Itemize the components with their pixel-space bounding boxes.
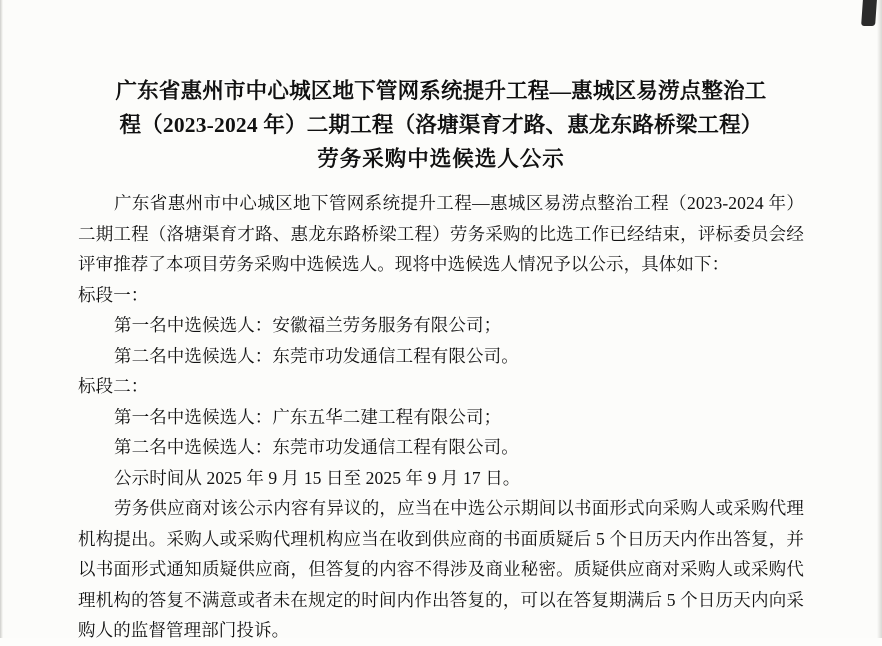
document-content	[78, 74, 804, 646]
section-lot-one: 标段一：	[78, 284, 149, 305]
intro-paragraph: 广东省惠州市中心城区地下管网系统提升工程—惠城区易涝点整治工程（2023-2024 年）二期工程（洛塘渠育才路、惠龙东路桥梁工程）劳务采购的比选工作已经结束，评标委员会经评审推荐了本项目劳务采购中选候选人。现将中选候选人情况予以公示，具体如下：	[78, 193, 804, 274]
lot-two-second-candidate: 第二名中选候选人：东莞市功发通信工程有限公司。	[114, 437, 519, 457]
lot-one-second-candidate: 第二名中选候选人：东莞市功发通信工程有限公司。	[114, 345, 519, 366]
document-title-line-2: 程（2023-2024 年）二期工程（洛塘渠育才路、惠龙东路桥梁工程）	[119, 113, 763, 137]
document-title	[78, 74, 804, 176]
publicity-period: 公示时间从 2025 年 9 月 15 日至 2025 年 9 月 17 日。	[114, 467, 521, 488]
objection-paragraph: 劳务供应商对该公示内容有异议的，应当在中选公示期间以书面形式向采购人或采购代理机构提出。采购人或采购代理机构应当在收到供应商的书面质疑后 5 个日历天内作出答复，并以书面形式通知质疑供应商，但答复的内容不得涉及商业秘密。质疑供应商对采购人或采购代理机构的答复不满意或者未在规定的时间内作出答复的，可以在答复期满后 5 个日历天内向采购人的监督管理部门投诉。	[78, 498, 804, 640]
section-lot-two: 标段二：	[78, 376, 149, 396]
lot-two-first-candidate: 第一名中选候选人：广东五华二建工程有限公司；	[114, 406, 502, 427]
document-title-line-3: 劳务采购中选候选人公示	[317, 147, 565, 171]
page-corner-mark	[861, 0, 877, 26]
page-left-edge-shadow	[0, 0, 3, 638]
lot-one-first-candidate: 第一名中选候选人：安徽福兰劳务服务有限公司；	[114, 315, 502, 335]
page-right-edge-shadow	[877, 0, 882, 638]
document-title-line-1: 广东省惠州市中心城区地下管网系统提升工程—惠城区易涝点整治工	[115, 79, 767, 103]
